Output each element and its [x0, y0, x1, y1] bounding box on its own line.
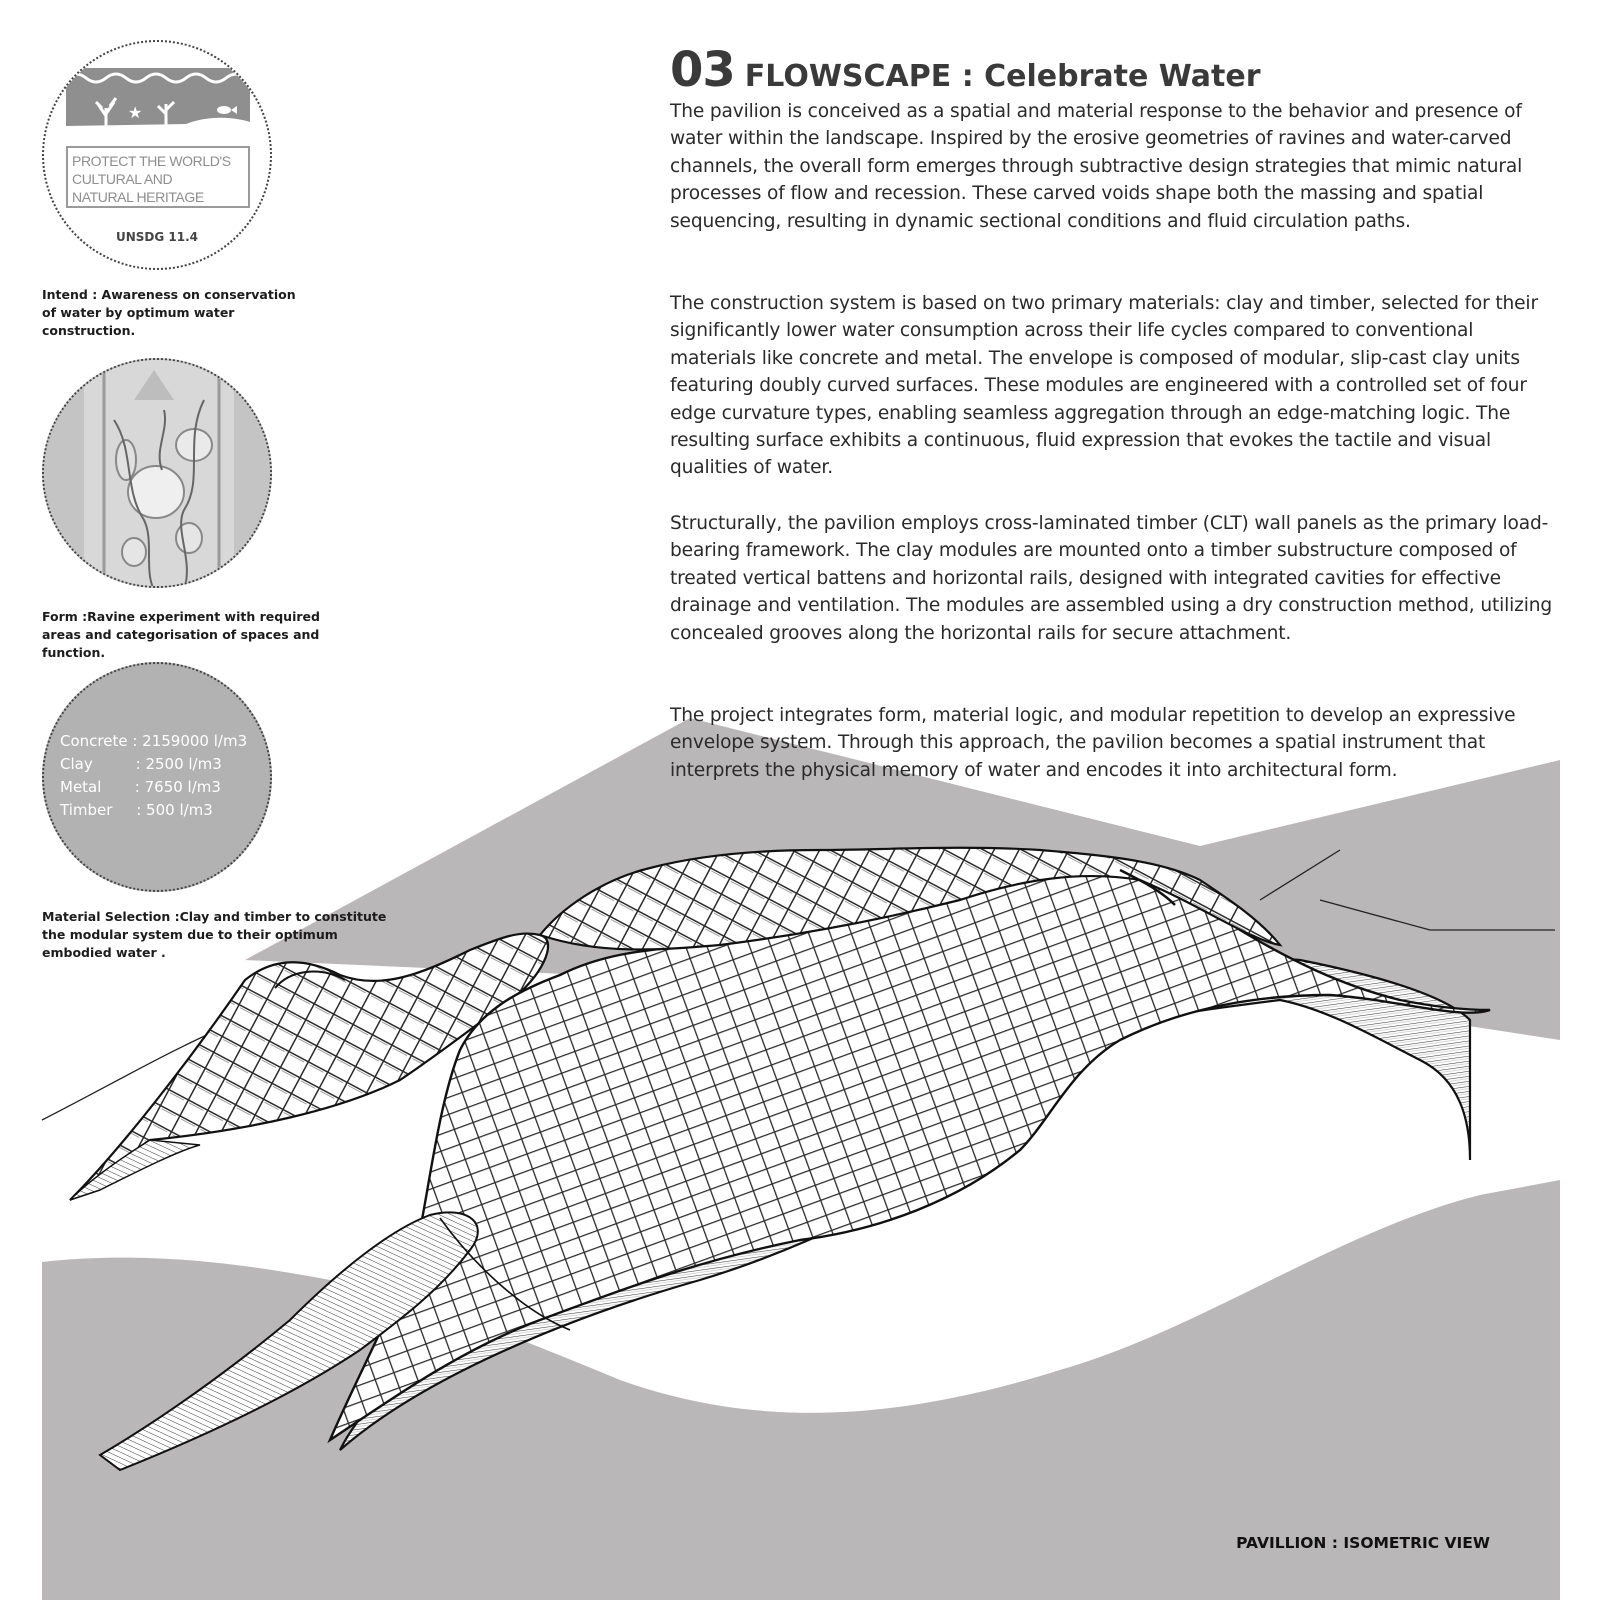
material-water-circle	[42, 662, 272, 892]
section-title	[670, 42, 1261, 98]
material-caption: Material Selection :Clay and timber to constitute the modular system due to their optimum embodied water .	[42, 909, 387, 960]
paragraph-structure: Structurally, the pavilion employs cross-laminated timber (CLT) wall panels as the primary load-bearing framework. The clay modules are mounted onto a timber substructure composed of treated vertical battens and horizontal rails, designed with integrated cavities for effective drainage and ventilation. The modules are assembled using a dry construction method, utilizing concealed grooves along the horizontal rails for secure attachment.	[670, 513, 1553, 644]
paragraph-construction: The construction system is based on two primary materials: clay and timber, selected for their significantly lower water consumption across their life cycles compared to conventional materials like concrete and metal. The envelope is composed of modular, slip-cast clay units featuring doubly curved surfaces. These modules are engineered with a controlled set of four edge curvature types, enabling seamless aggregation through an edge-matching logic. The resulting surface exhibits a continuous, fluid expression that evokes the tactile and visual qualities of water.	[670, 293, 1538, 479]
sdg-badge-circle	[42, 40, 272, 270]
material-row-clay: Clay : 2500 l/m3	[60, 755, 222, 773]
sdg-code: UNSDG 11.4	[115, 230, 199, 244]
drawing-label: PAVILLION : ISOMETRIC VIEW	[1236, 1534, 1490, 1552]
sdg-line-3: NATURAL HERITAGE	[72, 189, 204, 205]
material-row-metal: Metal : 7650 l/m3	[60, 778, 221, 796]
material-row-timber: Timber : 500 l/m3	[60, 801, 213, 819]
section-heading: FLOWSCAPE : Celebrate Water	[744, 59, 1261, 94]
paragraph-integration: The project integrates form, material logic, and modular repetition to develop an expressive envelope system. Through this approach, the pavilion becomes a spatial instrument that interprets the physical memory of water and encodes it into architectural form.	[670, 705, 1516, 781]
sdg-heritage-label	[66, 146, 250, 208]
intent-caption: Intend : Awareness on conservation of water by optimum water construction.	[42, 287, 296, 338]
paragraph-concept: The pavilion is conceived as a spatial and material response to the behavior and presence of water within the landscape. Inspired by the erosive geometries of ravines and water-carved channels, the overall form emerges through subtractive design strategies that mimic natural processes of flow and recession. These carved voids shape both the massing and spatial sequencing, resulting in dynamic sectional conditions and fluid circulation paths.	[670, 101, 1523, 232]
section-number: 03	[670, 42, 735, 98]
sdg-line-2: CULTURAL AND	[72, 171, 173, 187]
sdg-line-1: PROTECT THE WORLD'S	[72, 153, 231, 169]
material-row-concrete: Concrete : 2159000 l/m3	[60, 732, 248, 750]
svg-text:★: ★	[128, 103, 143, 122]
heritage-icon	[66, 68, 250, 140]
form-caption: Form :Ravine experiment with required areas and categorisation of spaces and function.	[42, 609, 320, 660]
ravine-experiment-photo	[42, 358, 272, 588]
